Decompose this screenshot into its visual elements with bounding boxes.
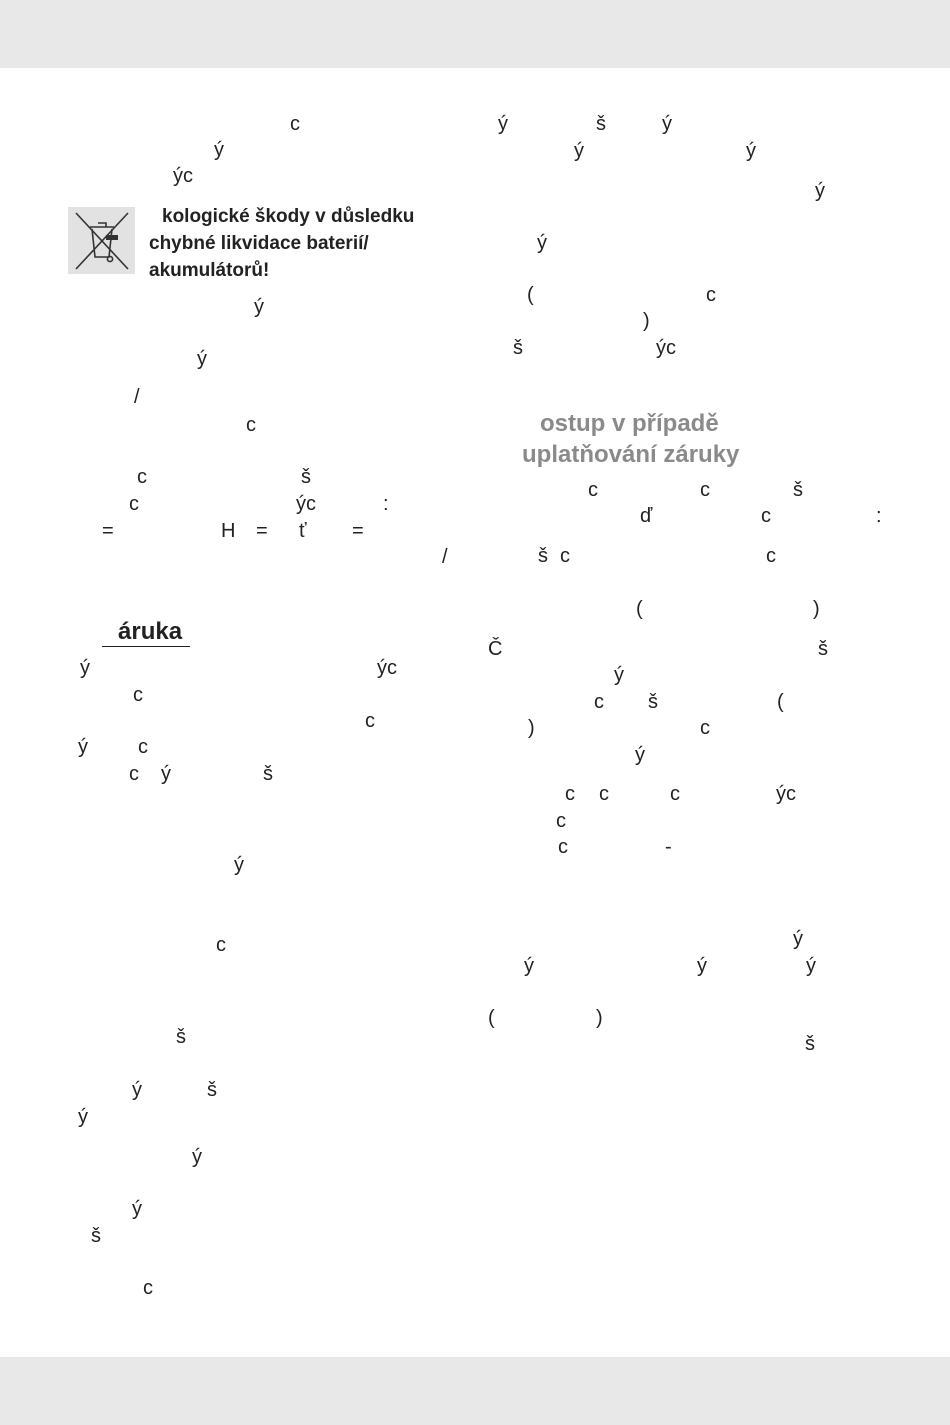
text-fragment: ý xyxy=(234,854,244,876)
text-fragment: c xyxy=(599,783,609,805)
text-fragment: c xyxy=(761,505,771,527)
text-fragment: c xyxy=(670,783,680,805)
text-fragment: ) xyxy=(643,310,650,332)
page-bottom-band xyxy=(0,1357,950,1425)
text-fragment: c xyxy=(129,493,139,515)
text-fragment: ýc xyxy=(776,783,796,805)
text-fragment: c xyxy=(246,414,256,436)
text-fragment: c xyxy=(700,717,710,739)
text-fragment: ý xyxy=(254,296,264,318)
text-fragment: = xyxy=(352,520,364,542)
warning-icon-box xyxy=(68,207,135,274)
text-fragment: ý xyxy=(815,180,825,202)
text-fragment: ýc xyxy=(377,657,397,679)
text-fragment: c xyxy=(143,1277,153,1299)
section-heading-warranty-claim: ostup v případě xyxy=(540,410,719,437)
text-fragment: - xyxy=(665,836,672,858)
page-top-band xyxy=(0,0,950,68)
text-fragment: ( xyxy=(636,598,643,620)
text-fragment: š xyxy=(596,113,606,135)
text-fragment: c xyxy=(137,466,147,488)
text-fragment: c xyxy=(133,684,143,706)
text-fragment: š xyxy=(513,337,523,359)
text-fragment: ýc xyxy=(656,337,676,359)
warning-title-line: chybné likvidace baterií/ xyxy=(149,233,369,254)
text-fragment: Č xyxy=(488,638,503,660)
text-fragment: ) xyxy=(528,717,535,739)
text-fragment: = xyxy=(102,520,114,542)
text-fragment: : xyxy=(383,493,389,515)
text-fragment: H xyxy=(221,520,236,542)
text-fragment: c xyxy=(560,545,570,567)
text-fragment: ý xyxy=(635,744,645,766)
text-fragment: c xyxy=(700,479,710,501)
text-fragment: ý xyxy=(197,348,207,370)
text-fragment: / xyxy=(134,386,140,408)
text-fragment: š xyxy=(805,1033,815,1055)
text-fragment: : xyxy=(876,505,882,527)
text-fragment: ý xyxy=(537,232,547,254)
text-fragment: ý xyxy=(78,1106,88,1128)
text-fragment: ý xyxy=(498,113,508,135)
text-fragment: ýc xyxy=(296,493,316,515)
text-fragment: ť xyxy=(299,520,307,542)
text-fragment: c xyxy=(129,763,139,785)
text-fragment: ý xyxy=(746,140,756,162)
warning-title-line: akumulátorů! xyxy=(149,260,270,281)
text-fragment: c xyxy=(588,479,598,501)
text-fragment: š xyxy=(648,691,658,713)
text-fragment: ýc xyxy=(173,165,193,187)
text-fragment: c xyxy=(138,736,148,758)
text-fragment: ý xyxy=(80,657,90,679)
text-fragment: š xyxy=(301,466,311,488)
text-fragment: ý xyxy=(132,1198,142,1220)
text-fragment: ý xyxy=(662,113,672,135)
text-fragment: š xyxy=(91,1225,101,1247)
text-fragment: ý xyxy=(524,955,534,977)
crossed-out-wheelie-bin-icon xyxy=(68,207,135,274)
text-fragment: c xyxy=(556,810,566,832)
text-fragment: ď xyxy=(640,505,653,527)
text-fragment: ý xyxy=(192,1146,202,1168)
text-fragment: ) xyxy=(813,598,820,620)
text-fragment: c xyxy=(594,691,604,713)
text-fragment: c xyxy=(216,934,226,956)
text-fragment: ( xyxy=(777,691,784,713)
text-fragment: š xyxy=(176,1026,186,1048)
text-fragment: ) xyxy=(596,1007,603,1029)
text-fragment: = xyxy=(256,520,268,542)
text-fragment: ý xyxy=(161,763,171,785)
section-heading-underline xyxy=(102,646,190,647)
text-fragment: š xyxy=(538,545,548,567)
section-heading-warranty-claim: uplatňování záruky xyxy=(522,441,740,468)
text-fragment: c xyxy=(706,284,716,306)
text-fragment: š xyxy=(793,479,803,501)
text-fragment: c xyxy=(766,545,776,567)
text-fragment: š xyxy=(207,1079,217,1101)
text-fragment: c xyxy=(558,836,568,858)
text-fragment: c xyxy=(365,710,375,732)
text-fragment: c xyxy=(290,113,300,135)
text-fragment: ý xyxy=(806,955,816,977)
text-fragment: ý xyxy=(132,1079,142,1101)
warning-title xyxy=(149,203,459,284)
text-fragment: ý xyxy=(793,928,803,950)
text-fragment: ( xyxy=(488,1007,495,1029)
section-heading-warranty: áruka xyxy=(118,618,183,645)
text-fragment: ý xyxy=(574,140,584,162)
text-fragment: c xyxy=(565,783,575,805)
warning-title-line: kologické škody v důsledku xyxy=(162,206,415,227)
text-fragment: / xyxy=(442,546,448,568)
text-fragment: ý xyxy=(78,736,88,758)
text-fragment: ý xyxy=(214,139,224,161)
text-fragment: š xyxy=(263,763,273,785)
text-fragment: ( xyxy=(527,284,534,306)
text-fragment: ý xyxy=(697,955,707,977)
text-fragment: š xyxy=(818,638,828,660)
text-fragment: ý xyxy=(614,664,624,686)
